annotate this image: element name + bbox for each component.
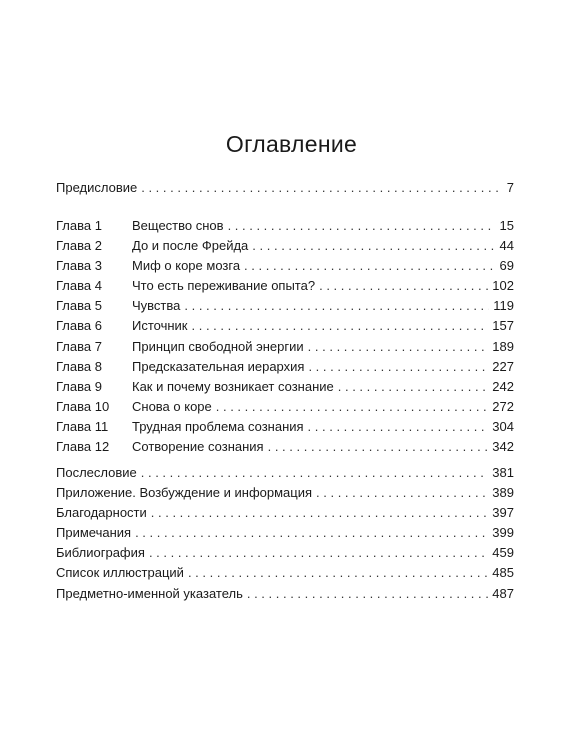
toc-entry-title: Библиография [56, 545, 145, 561]
toc-chapter-number: Глава 6 [56, 318, 102, 334]
toc-entry-back-matter [56, 503, 514, 523]
dot-leader [151, 503, 489, 523]
toc-page-number: 399 [492, 525, 514, 541]
toc-entry-preface [56, 178, 514, 198]
dot-leader [308, 417, 489, 437]
dot-leader [184, 296, 489, 316]
toc-entry-title: Предисловие [56, 180, 138, 195]
toc-entry-chapter [56, 256, 514, 276]
toc-page-number: 44 [499, 238, 514, 254]
toc-entry-back-matter [56, 523, 514, 543]
toc-chapter-number: Глава 9 [56, 378, 102, 394]
toc-entry-title: Что есть переживание опыта? [132, 278, 316, 294]
toc-entry-chapter [56, 357, 514, 377]
toc-chapters-section [56, 216, 514, 457]
toc-back-matter-section [56, 463, 514, 604]
page-title: Оглавление [225, 131, 358, 158]
toc-entry-chapter [56, 316, 514, 336]
toc-chapter-number: Глава 4 [56, 278, 102, 294]
toc-entry-chapter [56, 276, 514, 296]
toc-chapter-number: Глава 7 [56, 338, 102, 354]
toc-entry-title: Предметно-именной указатель [56, 585, 243, 601]
toc-entry-title: Предсказательная иерархия [132, 358, 305, 374]
toc-page-number: 227 [492, 358, 514, 374]
toc-entry-title: Сотворение сознания [132, 439, 264, 455]
toc-chapter-number: Глава 10 [56, 398, 110, 414]
toc-page-number: 485 [492, 565, 514, 581]
toc-entry-chapter [56, 337, 514, 357]
toc-entry-chapter [56, 417, 514, 437]
toc-page-number: 272 [492, 398, 514, 414]
dot-leader [192, 316, 489, 336]
dot-leader [141, 178, 503, 198]
toc-page-number: 397 [492, 505, 514, 521]
dot-leader [216, 397, 489, 417]
dot-leader [338, 377, 489, 397]
toc-entry-chapter [56, 296, 514, 316]
toc-entry-title: Послесловие [56, 465, 137, 480]
dot-leader [247, 584, 488, 604]
toc-page-number: 487 [492, 585, 514, 601]
dot-leader [244, 256, 495, 276]
toc-chapter-number: Глава 5 [56, 298, 102, 314]
toc-page-number: 389 [492, 485, 514, 501]
toc-entry-back-matter [56, 563, 514, 583]
dot-leader [141, 463, 489, 483]
toc-entry-title: Снова о коре [132, 398, 212, 414]
toc-page-number: 459 [492, 545, 514, 561]
dot-leader [308, 337, 489, 357]
toc-page-number: 15 [499, 218, 514, 233]
dot-leader [149, 543, 488, 563]
toc-chapter-number: Глава 1 [56, 218, 102, 233]
toc-page-number: 157 [492, 318, 514, 334]
toc-page-number: 102 [492, 278, 514, 294]
dot-leader [319, 276, 488, 296]
toc-entry-chapter [56, 437, 514, 457]
dot-leader [316, 483, 488, 503]
dot-leader [135, 523, 488, 543]
toc-entry-title: Трудная проблема сознания [132, 418, 304, 434]
toc-entry-title: Вещество снов [132, 218, 224, 233]
toc-chapter-number: Глава 8 [56, 358, 102, 374]
toc-entry-chapter [56, 397, 514, 417]
toc-entry-chapter [56, 236, 514, 256]
toc-entry-title: До и после Фрейда [132, 238, 249, 254]
dot-leader [228, 216, 496, 236]
toc-page-number: 189 [492, 338, 514, 354]
toc-entry-title: Благодарности [56, 505, 147, 521]
toc-page-number: 242 [492, 378, 514, 394]
toc-entry-title: Приложение. Возбуждение и информация [56, 485, 313, 501]
toc-entry-chapter [56, 216, 514, 236]
toc-entry-title: Список иллюстраций [56, 565, 184, 581]
toc-chapter-number: Глава 12 [56, 439, 110, 455]
toc-entry-chapter [56, 377, 514, 397]
toc-entry-title: Чувства [132, 298, 181, 314]
dot-leader [188, 563, 488, 583]
toc-entry-back-matter [56, 584, 514, 604]
toc-chapter-number: Глава 3 [56, 258, 102, 274]
toc-entry-back-matter [56, 483, 514, 503]
toc-chapter-number: Глава 11 [56, 418, 109, 434]
toc-entry-back-matter [56, 463, 514, 483]
toc-page-number: 69 [499, 258, 514, 274]
dot-leader [252, 236, 495, 256]
toc-entry-title: Принцип свободной энергии [132, 338, 304, 354]
toc-page-number: 119 [493, 298, 514, 314]
toc-entry-title: Источник [132, 318, 188, 334]
toc-page-number: 304 [492, 418, 514, 434]
toc-page-number: 381 [492, 465, 514, 480]
dot-leader [308, 357, 488, 377]
toc-entry-back-matter [56, 543, 514, 563]
toc-entry-title: Примечания [56, 525, 132, 541]
toc-page-number: 342 [492, 439, 514, 455]
dot-leader [268, 437, 489, 457]
toc-chapter-number: Глава 2 [56, 238, 102, 254]
toc-entry-title: Как и почему возникает сознание [132, 378, 334, 394]
toc-preface-section [56, 178, 514, 198]
toc-entry-title: Миф о коре мозга [132, 258, 241, 274]
toc-page-number: 7 [506, 180, 514, 195]
